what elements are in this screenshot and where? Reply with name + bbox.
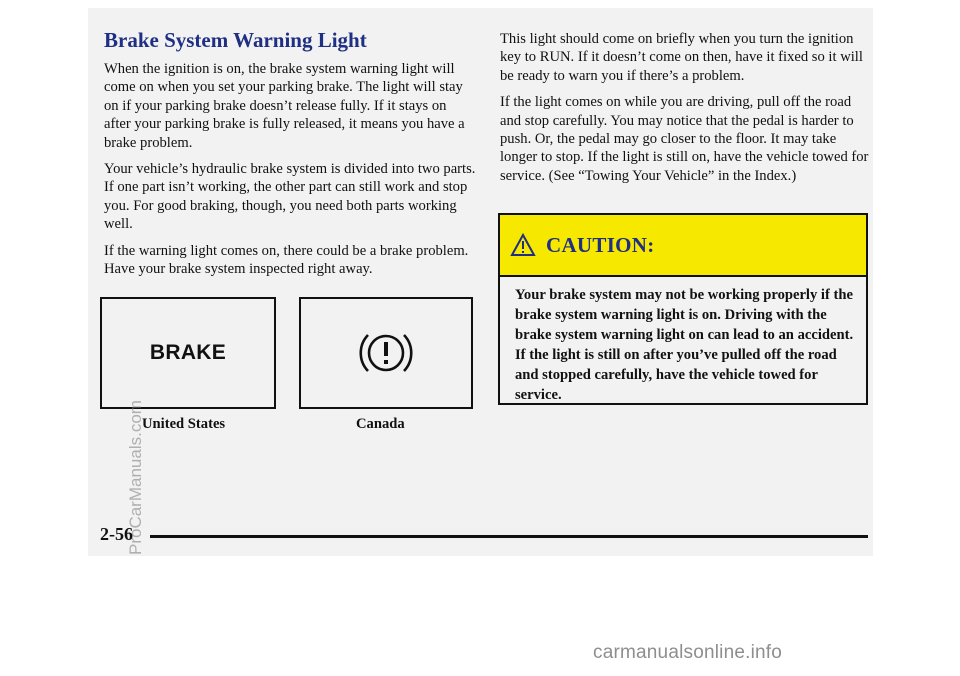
footer-watermark: carmanualsonline.info	[593, 642, 783, 663]
canada-caption: Canada	[356, 416, 405, 432]
caution-title: CAUTION:	[546, 232, 655, 257]
paragraph: If the light comes on while you are driving, pull off the road and stop carefully. You may notice that the pedal is harder to push. Or, the pedal may go closer to the floor. It may take longer to stop. If the light is still on, have the vehicle towed for service. (See “Towing Your Vehicle” in the Index.)	[500, 94, 869, 184]
brake-warning-circle-exclamation-icon	[351, 323, 421, 383]
page-number: 2-56	[100, 524, 133, 544]
side-watermark	[104, 160, 145, 560]
caution-box	[498, 213, 868, 405]
caution-text: Your brake system may not be working properly if the brake system warning light is on. Driving with the brake system warning light on can lead to an accident. If the light is still on after you’ve pulled off the road and stopped carefully, have the vehicle towed for service.	[515, 287, 854, 403]
warning-triangle-icon	[510, 233, 536, 257]
caution-header	[500, 215, 866, 277]
right-column	[500, 30, 870, 193]
us-caption: United States	[142, 416, 226, 432]
paragraph: If the warning light comes on, there could be a brake problem. Have your brake system inspected right away.	[104, 242, 469, 278]
left-column	[104, 60, 476, 286]
canada-indicator-box	[299, 297, 473, 409]
footer-rule	[150, 535, 868, 538]
side-watermark-text: ProCarManuals.com	[126, 400, 145, 555]
paragraph: When the ignition is on, the brake system warning light will come on when you set your parking brake. The light will stay on if your parking brake doesn’t release fully. If it stays on after your parking brake is fully released, it means you have a brake problem.	[104, 61, 465, 151]
paragraph: Your vehicle’s hydraulic brake system is divided into two parts. If one part isn’t working, the other part can still work and stop you. For good braking, though, you need both parts working well.	[104, 161, 476, 233]
paragraph: This light should come on briefly when you turn the ignition key to RUN. If it doesn’t come on then, have it fixed so it will be ready to warn you if there’s a problem.	[500, 31, 863, 84]
section-heading: Brake System Warning Light	[104, 28, 367, 52]
brake-label: BRAKE	[149, 341, 227, 364]
